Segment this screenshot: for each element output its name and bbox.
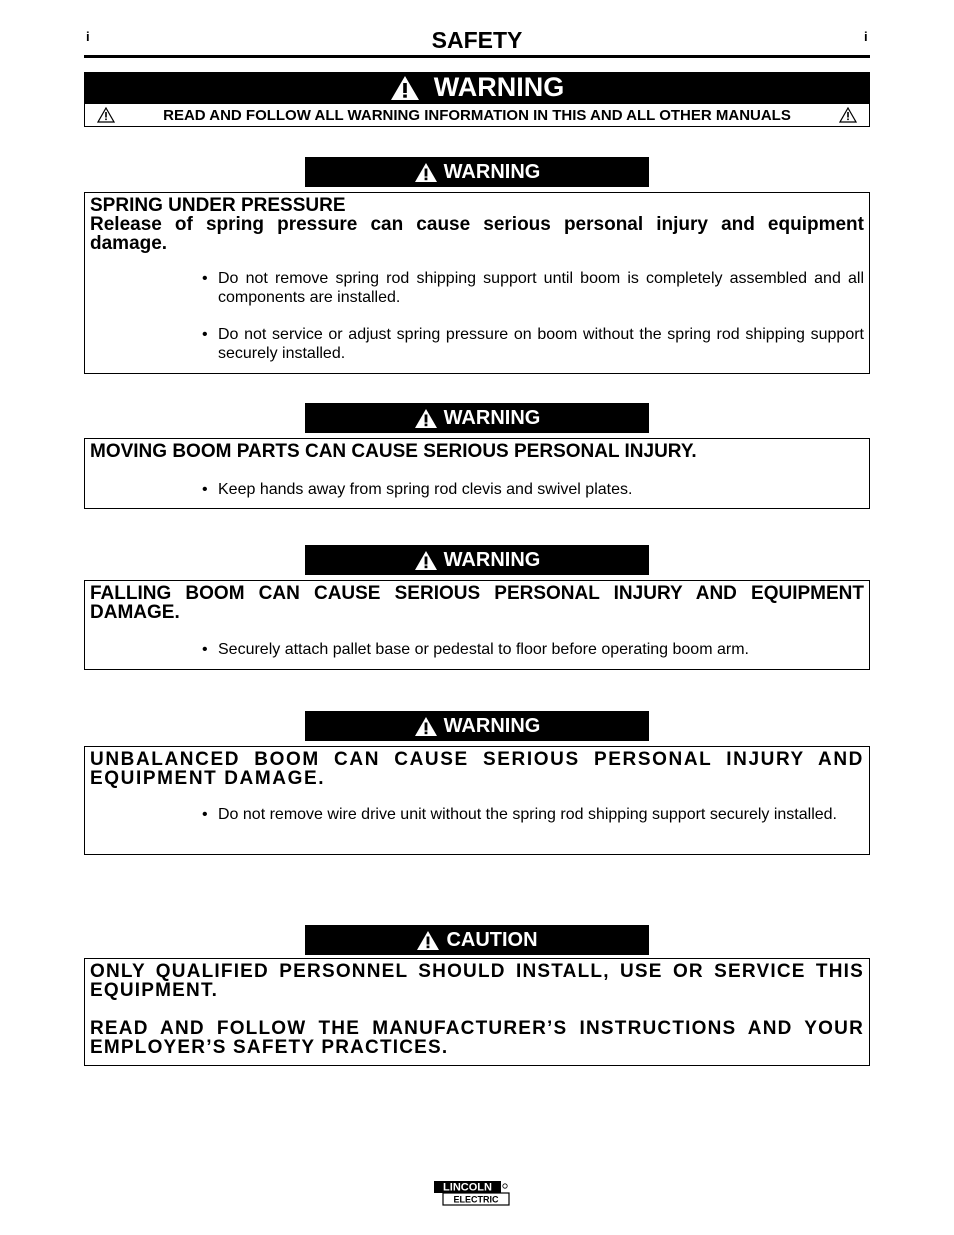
warning-banner-label: WARNING: [443, 160, 541, 183]
warning-triangle-icon: [97, 107, 115, 123]
warning-subheading: Release of spring pressure can cause serious personal injury and equipment damage.: [90, 214, 864, 254]
warning-box-unbalanced-boom: [84, 746, 870, 855]
warning-triangle-icon: [390, 75, 420, 101]
warning-triangle-icon: [414, 550, 438, 571]
bullet-item: • Do not service or adjust spring pressure on boom without the spring rod shipping support securely installed.: [218, 326, 864, 363]
warning-heading: UNBALANCED BOOM CAN CAUSE SERIOUS PERSONAL INJURY AND EQUIPMENT DAMAGE.: [90, 749, 864, 789]
bullet-item: • Keep hands away from spring rod clevis and swivel plates.: [218, 481, 864, 500]
warning-box-moving-parts: [84, 438, 870, 509]
warning-heading: MOVING BOOM PARTS CAN CAUSE SERIOUS PERSONAL INJURY.: [90, 441, 697, 462]
page-title: SAFETY: [431, 27, 523, 53]
warning-triangle-icon: [414, 408, 438, 429]
warning-banner: [305, 545, 649, 575]
main-warning-label: WARNING: [433, 72, 565, 102]
caution-paragraph: ONLY QUALIFIED PERSONNEL SHOULD INSTALL, USE OR SERVICE THIS EQUIPMENT.: [90, 961, 864, 1001]
warning-heading: SPRING UNDER PRESSURE: [90, 195, 346, 216]
caution-paragraph: READ AND FOLLOW THE MANUFACTURER’S INSTRUCTIONS AND YOUR EMPLOYER’S SAFETY PRACTICES.: [90, 1018, 864, 1058]
warning-heading: FALLING BOOM CAN CAUSE SERIOUS PERSONAL INJURY AND EQUIPMENT DAMAGE.: [90, 583, 864, 623]
main-warning-banner: [84, 72, 870, 103]
caution-banner: [305, 925, 649, 955]
bullet-item: • Do not remove spring rod shipping support until boom is completely assembled and all components are installed.: [218, 270, 864, 307]
warning-box-falling-boom: [84, 580, 870, 670]
warning-banner-label: WARNING: [443, 714, 541, 737]
read-all-warnings-text: READ AND FOLLOW ALL WARNING INFORMATION IN THIS AND ALL OTHER MANUALS: [163, 106, 791, 124]
warning-banner: [305, 403, 649, 433]
bullet-item: • Securely attach pallet base or pedestal to floor before operating boom arm.: [218, 641, 864, 660]
logo-text-lincoln: LINCOLN: [443, 1181, 492, 1194]
logo-text-electric: ELECTRIC: [453, 1194, 499, 1205]
header-rule: [84, 55, 870, 58]
warning-triangle-icon: [414, 716, 438, 737]
warning-box-spring: [84, 192, 870, 374]
warning-banner-label: WARNING: [443, 406, 541, 429]
warning-triangle-icon: [414, 162, 438, 183]
warning-triangle-icon: [416, 930, 440, 951]
warning-banner: [305, 157, 649, 187]
caution-box: [84, 958, 870, 1066]
lincoln-electric-logo: [433, 1180, 510, 1207]
warning-triangle-icon: [839, 107, 857, 123]
page-number-right: i: [864, 29, 868, 44]
bullet-item: • Do not remove wire drive unit without the spring rod shipping support securely installed.: [218, 806, 864, 825]
page-number-left: i: [86, 29, 90, 44]
read-all-warnings-strip: [84, 103, 870, 127]
caution-banner-label: CAUTION: [446, 928, 538, 951]
warning-banner: [305, 711, 649, 741]
warning-banner-label: WARNING: [443, 548, 541, 571]
